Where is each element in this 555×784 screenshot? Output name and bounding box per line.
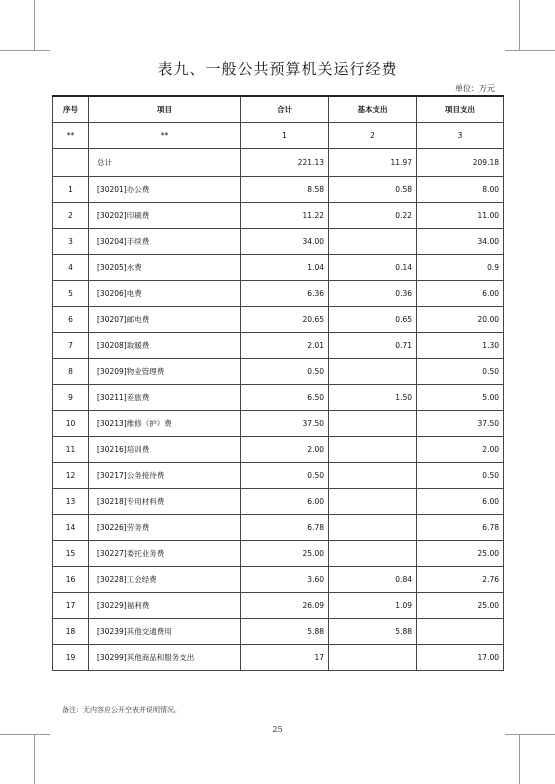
row-project: 6.78 xyxy=(417,514,504,540)
total-basic: 11.97 xyxy=(329,148,417,176)
row-project: 0.9 xyxy=(417,254,504,280)
table-row xyxy=(53,462,504,488)
row-number: 1 xyxy=(53,176,89,202)
row-item: [30299]其他商品和服务支出 xyxy=(89,644,241,670)
row-number: 18 xyxy=(53,618,89,644)
row-item: [30228]工会经费 xyxy=(89,566,241,592)
table-row xyxy=(53,332,504,358)
row-total: 37.50 xyxy=(241,410,329,436)
row-number: 13 xyxy=(53,488,89,514)
row-item: [30206]电费 xyxy=(89,280,241,306)
row-basic xyxy=(329,514,417,540)
row-item: [30207]邮电费 xyxy=(89,306,241,332)
row-project: 5.00 xyxy=(417,384,504,410)
row-basic: 0.84 xyxy=(329,566,417,592)
row-number: 7 xyxy=(53,332,89,358)
row-basic: 0.58 xyxy=(329,176,417,202)
row-basic xyxy=(329,410,417,436)
total-no-cell xyxy=(53,148,89,176)
table-row xyxy=(53,228,504,254)
row-total: 3.60 xyxy=(241,566,329,592)
row-basic: 1.50 xyxy=(329,384,417,410)
row-project: 2.76 xyxy=(417,566,504,592)
row-item: [30227]委托业务费 xyxy=(89,540,241,566)
table-row xyxy=(53,566,504,592)
row-basic xyxy=(329,540,417,566)
index-cell: 2 xyxy=(329,122,417,148)
row-number: 9 xyxy=(53,384,89,410)
crop-mark xyxy=(519,734,520,784)
row-item: [30213]维修（护）费 xyxy=(89,410,241,436)
row-number: 4 xyxy=(53,254,89,280)
row-basic: 0.71 xyxy=(329,332,417,358)
row-number: 3 xyxy=(53,228,89,254)
row-basic xyxy=(329,462,417,488)
row-project: 25.00 xyxy=(417,592,504,618)
row-project: 34.00 xyxy=(417,228,504,254)
row-project: 6.00 xyxy=(417,280,504,306)
row-item: [30216]培训费 xyxy=(89,436,241,462)
total-row xyxy=(53,148,504,176)
index-row xyxy=(53,122,504,148)
row-total: 2.01 xyxy=(241,332,329,358)
row-total: 26.09 xyxy=(241,592,329,618)
row-item: [30209]物业管理费 xyxy=(89,358,241,384)
row-project: 25.00 xyxy=(417,540,504,566)
index-cell: ** xyxy=(89,122,241,148)
row-total: 6.78 xyxy=(241,514,329,540)
row-item: [30217]公务接待费 xyxy=(89,462,241,488)
index-cell: 3 xyxy=(417,122,504,148)
col-header-item: 项目 xyxy=(89,96,241,122)
page-title: 表九、一般公共预算机关运行经费 xyxy=(157,60,398,78)
index-cell: ** xyxy=(53,122,89,148)
row-total: 17 xyxy=(241,644,329,670)
row-number: 15 xyxy=(53,540,89,566)
row-total: 0.50 xyxy=(241,462,329,488)
row-project: 11.00 xyxy=(417,202,504,228)
crop-mark xyxy=(34,734,35,784)
row-total: 2.00 xyxy=(241,436,329,462)
row-basic: 0.22 xyxy=(329,202,417,228)
row-item: [30218]专用材料费 xyxy=(89,488,241,514)
row-basic: 0.14 xyxy=(329,254,417,280)
row-project: 8.00 xyxy=(417,176,504,202)
row-total: 11.22 xyxy=(241,202,329,228)
row-project: 17.00 xyxy=(417,644,504,670)
row-number: 6 xyxy=(53,306,89,332)
row-item: [30204]手续费 xyxy=(89,228,241,254)
row-project: 2.00 xyxy=(417,436,504,462)
row-basic: 0.65 xyxy=(329,306,417,332)
row-project: 6.00 xyxy=(417,488,504,514)
table-row xyxy=(53,592,504,618)
table-row xyxy=(53,514,504,540)
row-number: 19 xyxy=(53,644,89,670)
row-number: 2 xyxy=(53,202,89,228)
row-total: 1.04 xyxy=(241,254,329,280)
row-number: 8 xyxy=(53,358,89,384)
row-total: 20.65 xyxy=(241,306,329,332)
col-header-total: 合计 xyxy=(241,96,329,122)
row-total: 25.00 xyxy=(241,540,329,566)
total-amount: 221.13 xyxy=(241,148,329,176)
row-project: 0.50 xyxy=(417,358,504,384)
row-item: [30201]办公费 xyxy=(89,176,241,202)
col-header-basic: 基本支出 xyxy=(329,96,417,122)
row-number: 10 xyxy=(53,410,89,436)
row-total: 8.58 xyxy=(241,176,329,202)
unit-label: 单位：万元 xyxy=(455,84,495,93)
row-total: 6.00 xyxy=(241,488,329,514)
table-row xyxy=(53,306,504,332)
row-project xyxy=(417,618,504,644)
row-number: 5 xyxy=(53,280,89,306)
table-row xyxy=(53,618,504,644)
row-item: [30226]劳务费 xyxy=(89,514,241,540)
row-item: [30208]取暖费 xyxy=(89,332,241,358)
footnote: 备注：无内容应公开空表并说明情况。 xyxy=(62,706,181,714)
page-number: 25 xyxy=(272,725,283,734)
row-basic xyxy=(329,358,417,384)
row-item: [30202]印刷费 xyxy=(89,202,241,228)
row-project: 37.50 xyxy=(417,410,504,436)
table-header-row xyxy=(53,96,504,122)
row-basic: 5.88 xyxy=(329,618,417,644)
row-item: [30205]水费 xyxy=(89,254,241,280)
col-header-no: 序号 xyxy=(53,96,89,122)
row-item: [30211]差旅费 xyxy=(89,384,241,410)
row-item: [30239]其他交通费用 xyxy=(89,618,241,644)
row-number: 16 xyxy=(53,566,89,592)
table-row xyxy=(53,540,504,566)
index-cell: 1 xyxy=(241,122,329,148)
row-item: [30229]福利费 xyxy=(89,592,241,618)
table-row xyxy=(53,488,504,514)
row-number: 11 xyxy=(53,436,89,462)
row-total: 6.50 xyxy=(241,384,329,410)
row-number: 17 xyxy=(53,592,89,618)
row-basic xyxy=(329,488,417,514)
row-basic: 0.36 xyxy=(329,280,417,306)
crop-mark xyxy=(519,0,520,50)
row-basic: 1.09 xyxy=(329,592,417,618)
row-number: 12 xyxy=(53,462,89,488)
table-row xyxy=(53,436,504,462)
row-basic xyxy=(329,644,417,670)
budget-table xyxy=(52,95,504,671)
row-basic xyxy=(329,228,417,254)
table-row xyxy=(53,202,504,228)
row-project: 1.30 xyxy=(417,332,504,358)
table-row xyxy=(53,384,504,410)
row-total: 0.50 xyxy=(241,358,329,384)
crop-mark xyxy=(505,734,555,735)
row-basic xyxy=(329,436,417,462)
table-row xyxy=(53,358,504,384)
table-row xyxy=(53,280,504,306)
col-header-project: 项目支出 xyxy=(417,96,504,122)
table-row xyxy=(53,410,504,436)
row-total: 6.36 xyxy=(241,280,329,306)
table-row xyxy=(53,254,504,280)
total-project: 209.18 xyxy=(417,148,504,176)
row-project: 20.00 xyxy=(417,306,504,332)
row-total: 34.00 xyxy=(241,228,329,254)
crop-mark xyxy=(505,50,555,51)
table-row xyxy=(53,644,504,670)
table-row xyxy=(53,176,504,202)
crop-mark xyxy=(0,50,50,51)
crop-mark xyxy=(34,0,35,50)
row-total: 5.88 xyxy=(241,618,329,644)
row-project: 0.50 xyxy=(417,462,504,488)
crop-mark xyxy=(0,734,50,735)
total-label: 总计 xyxy=(89,148,241,176)
row-number: 14 xyxy=(53,514,89,540)
